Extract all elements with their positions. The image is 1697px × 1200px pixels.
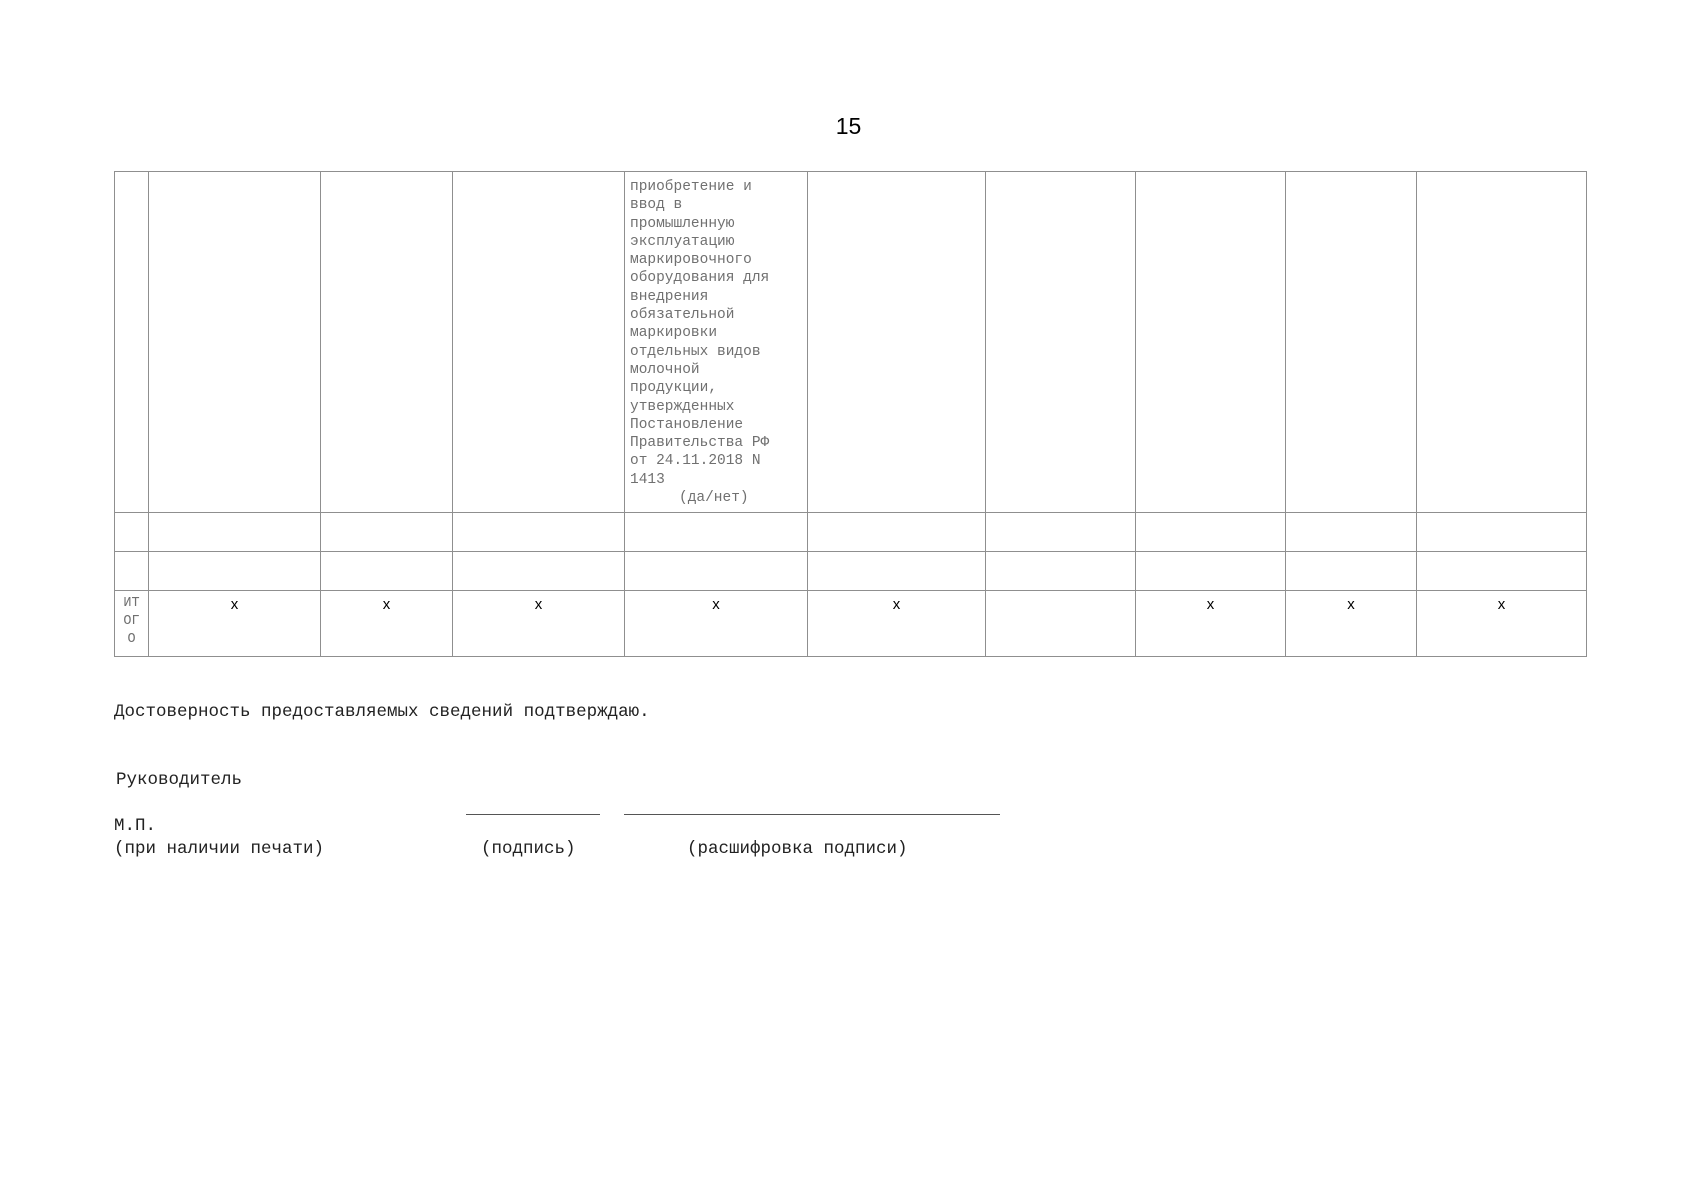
total-cell	[986, 591, 1136, 657]
table-cell	[149, 172, 321, 513]
table-cell	[808, 513, 986, 552]
total-row	[115, 591, 1587, 657]
total-label: ИТ ОГ О	[123, 596, 140, 647]
x-mark: х	[382, 596, 391, 613]
table-cell	[115, 172, 149, 513]
table-cell	[115, 513, 149, 552]
signature-caption: (подпись)	[481, 839, 576, 859]
total-cell	[1136, 591, 1286, 657]
table-cell	[453, 172, 625, 513]
signature-decode-caption: (расшифровка подписи)	[687, 839, 908, 859]
table-cell	[321, 513, 453, 552]
x-mark: х	[892, 596, 901, 613]
table-row	[115, 552, 1587, 591]
table-cell	[986, 172, 1136, 513]
total-cell	[808, 591, 986, 657]
x-mark: х	[1347, 596, 1355, 613]
table-cell	[1417, 513, 1587, 552]
x-mark: х	[712, 596, 720, 613]
total-cell	[625, 591, 808, 657]
x-mark: х	[1206, 596, 1215, 613]
table-cell	[625, 513, 808, 552]
head-label: Руководитель	[116, 770, 243, 790]
table-cell	[1417, 552, 1587, 591]
table-cell	[808, 172, 986, 513]
table-cell	[1286, 552, 1417, 591]
x-mark	[986, 591, 1135, 596]
table-cell	[453, 513, 625, 552]
table-cell	[149, 552, 321, 591]
total-cell	[321, 591, 453, 657]
table-cell	[986, 552, 1136, 591]
description-text: приобретение и ввод в промышленную эксплуатацию маркировочного оборудования для внедрения обязательной маркировки отдельных видов молочной продукции, утвержденных Постановление Правительства РФ от 24.11.2018 N 1413	[630, 179, 770, 488]
table-cell	[321, 552, 453, 591]
description-cell	[625, 172, 808, 513]
total-cell	[1417, 591, 1587, 657]
total-cell	[453, 591, 625, 657]
table-cell	[321, 172, 453, 513]
x-mark: х	[1497, 596, 1506, 613]
table-cell	[453, 552, 625, 591]
x-mark: х	[230, 596, 239, 613]
table-cell	[1417, 172, 1587, 513]
total-cell	[149, 591, 321, 657]
seal-mark: М.П.	[114, 816, 157, 836]
table-cell	[1136, 552, 1286, 591]
table-cell	[1286, 513, 1417, 552]
table-cell	[808, 552, 986, 591]
report-table	[114, 171, 1587, 657]
table-cell	[1136, 172, 1286, 513]
x-mark: х	[534, 596, 543, 613]
table-cell	[1136, 513, 1286, 552]
seal-note: (при наличии печати)	[114, 839, 325, 859]
signature-decode-line	[624, 814, 1000, 815]
total-label-cell	[115, 591, 149, 657]
table-row	[115, 513, 1587, 552]
table-cell	[625, 552, 808, 591]
confirmation-statement: Достоверность предоставляемых сведений подтверждаю.	[114, 702, 650, 722]
table-cell	[1286, 172, 1417, 513]
table-cell	[986, 513, 1136, 552]
signature-line	[466, 814, 600, 815]
table-cell	[115, 552, 149, 591]
page-number: 15	[835, 113, 862, 139]
yes-no-hint: (да/нет)	[679, 490, 749, 507]
total-cell	[1286, 591, 1417, 657]
table-cell	[149, 513, 321, 552]
table-row	[115, 172, 1587, 513]
